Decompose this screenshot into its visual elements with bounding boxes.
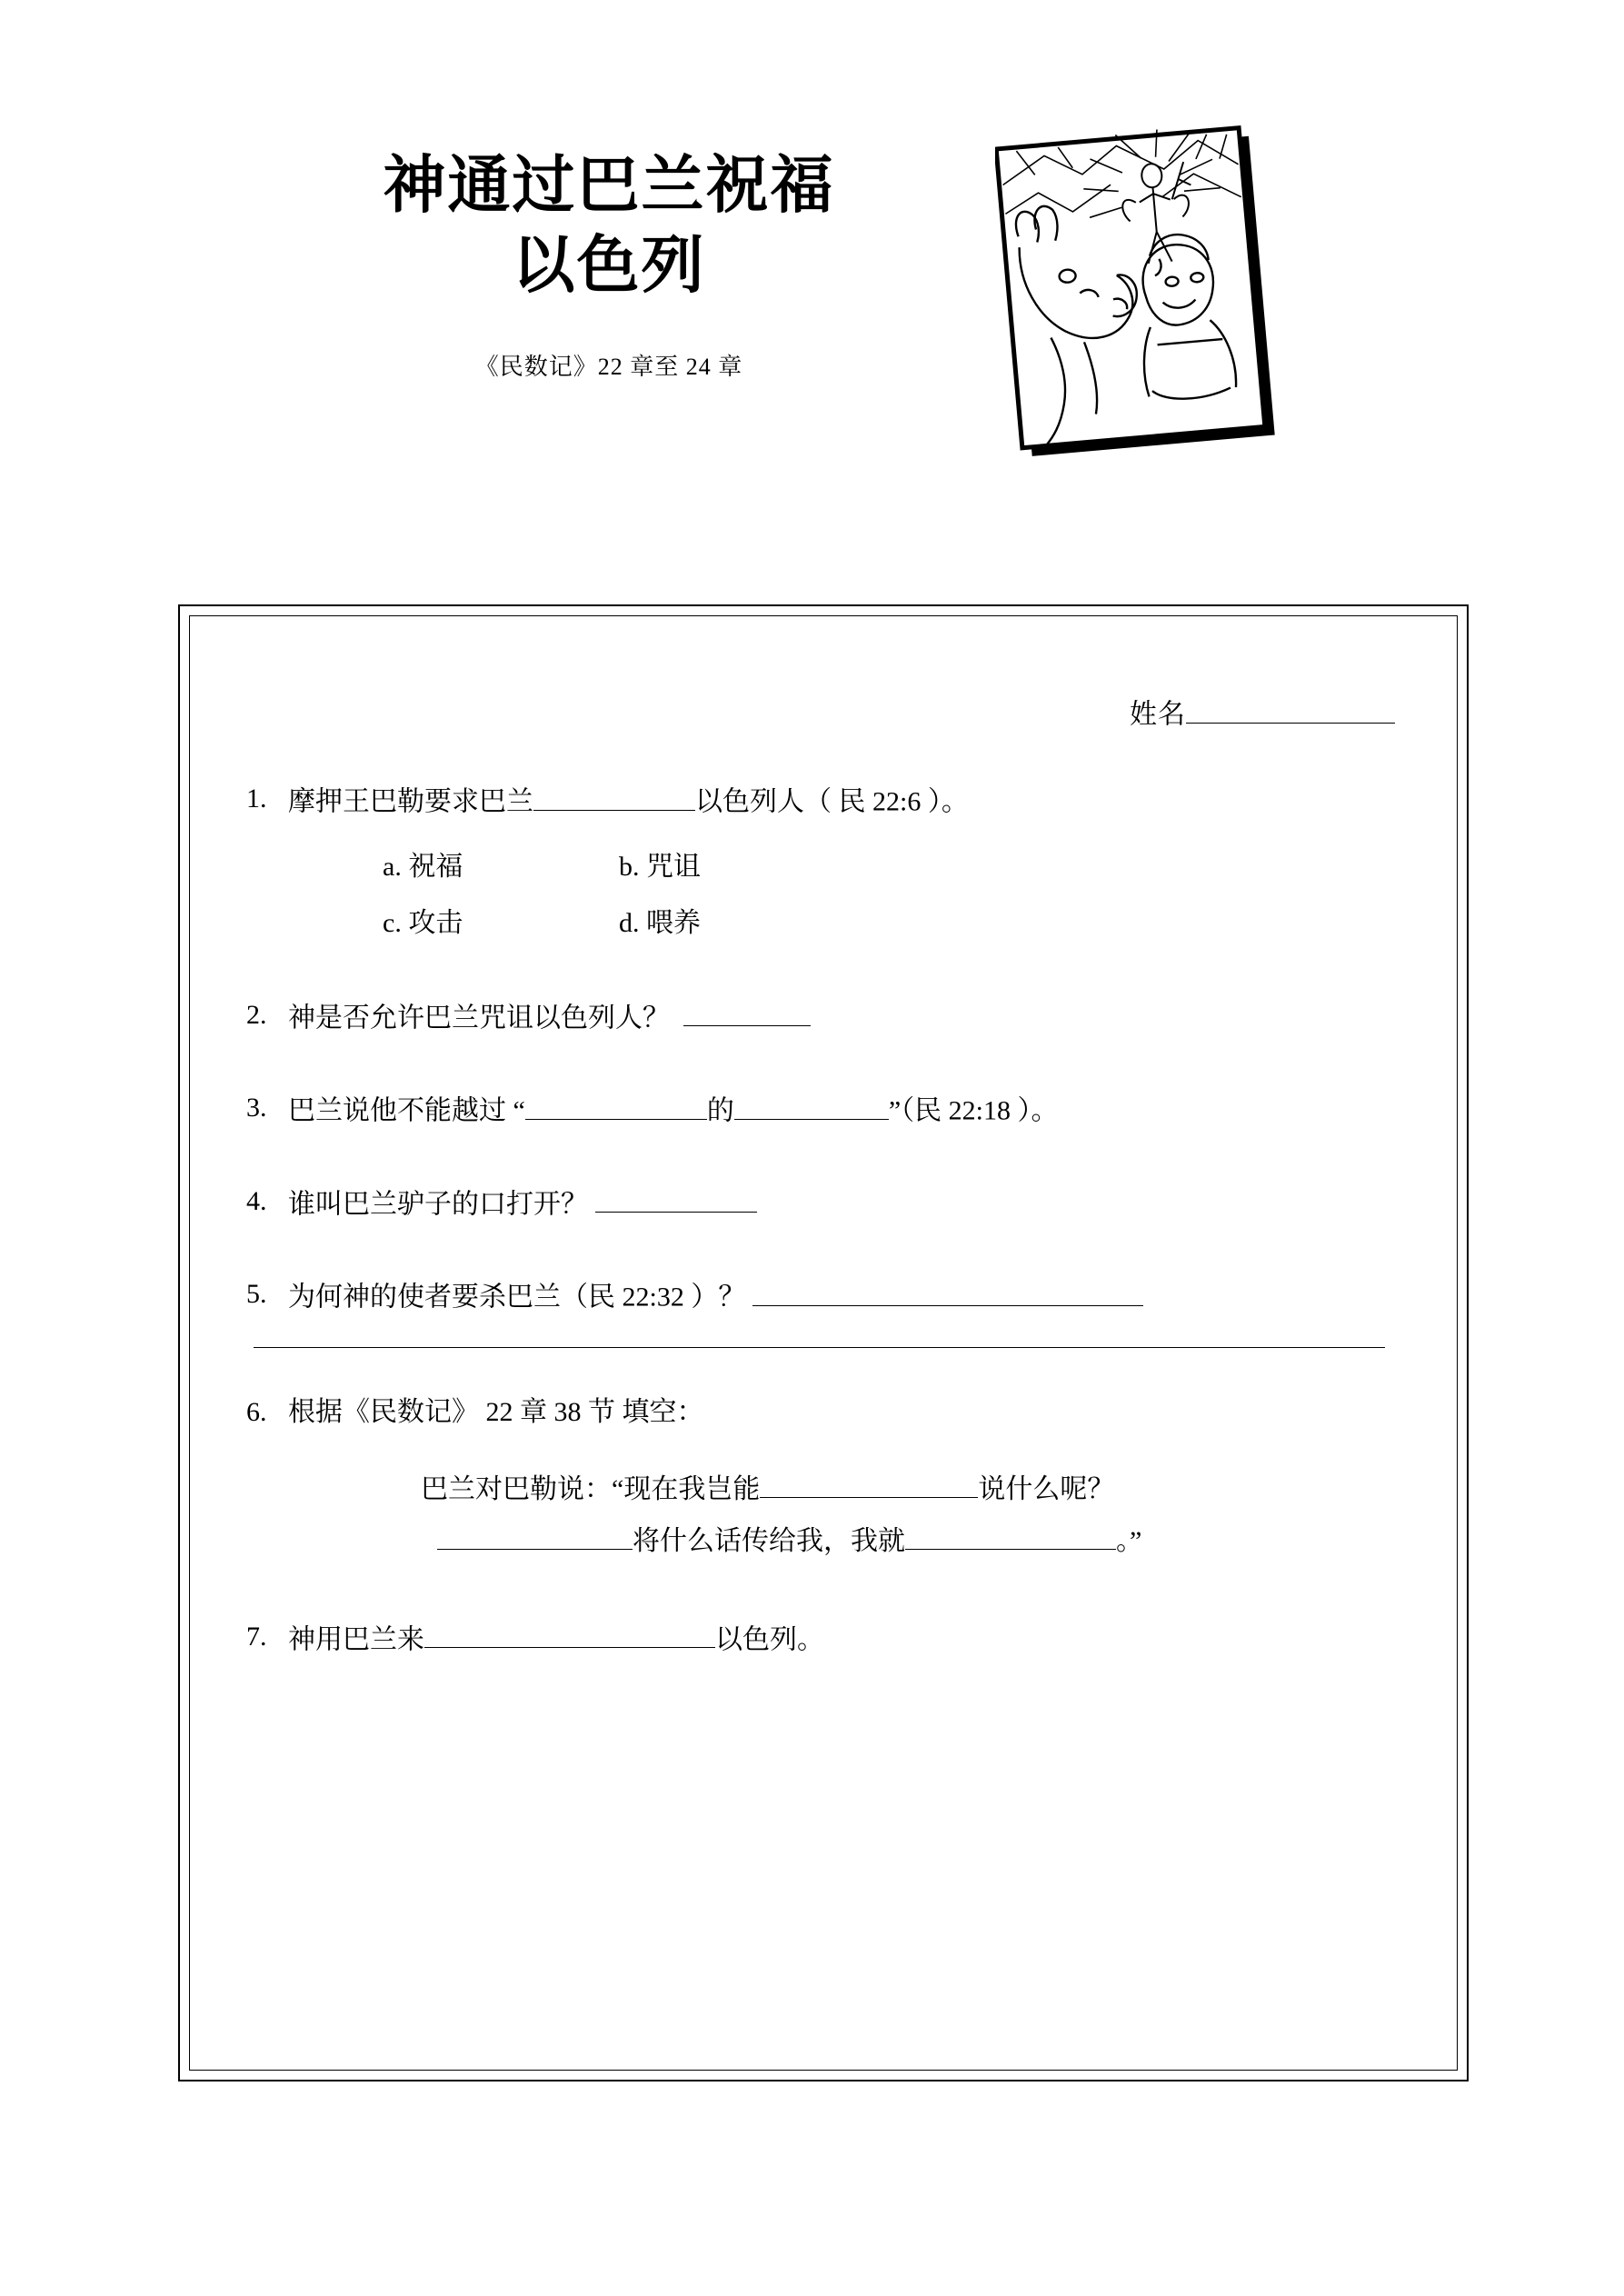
question-6-fill-line-1 (421, 1463, 1400, 1515)
choice-d-key: d. (619, 908, 640, 938)
name-field-row (246, 691, 1400, 736)
question-5-blank-2[interactable] (254, 1345, 1385, 1348)
question-3-number: 3. (246, 1093, 267, 1123)
question-1-text-before: 摩押王巴勒要求巴兰 (288, 786, 533, 817)
question-7-text (288, 1616, 1400, 1661)
title-block (236, 145, 981, 382)
question-5-number: 5. (246, 1279, 267, 1309)
question-4 (246, 1181, 1400, 1225)
question-6 (246, 1392, 1400, 1433)
question-6-line2-text-a: 将什么话传给我，我就 (633, 1525, 905, 1556)
question-6-blank-1[interactable] (760, 1465, 978, 1498)
question-6-line2-text-b: 。” (1116, 1525, 1142, 1556)
question-6-blank-3[interactable] (905, 1517, 1116, 1550)
choice-row-1 (383, 846, 1400, 889)
choice-c-label: 攻击 (408, 908, 463, 938)
question-7 (246, 1616, 1400, 1661)
page-title-line-2: 以色列 (512, 228, 706, 303)
question-2-blank[interactable] (683, 994, 811, 1027)
choice-d[interactable] (619, 903, 855, 945)
balaam-and-donkey-illustration (995, 118, 1304, 545)
question-4-text-before: 谁叫巴兰驴子的口打开？ (288, 1189, 588, 1219)
worksheet-box (178, 604, 1469, 2081)
question-5-text-before: 为何神的使者要杀巴兰（民 22:32 ）？ (288, 1282, 746, 1313)
question-1 (246, 778, 1400, 823)
question-5-text (288, 1273, 1400, 1318)
question-6-fill-block (421, 1463, 1400, 1567)
choice-row-2 (383, 903, 1400, 945)
question-6-prompt: 根据《民数记》 22 章 38 节 填空： (288, 1396, 704, 1427)
question-7-text-after: 以色列。 (715, 1624, 824, 1654)
scripture-reference: 《民数记》22 章至 24 章 (474, 353, 743, 380)
question-2-text-before: 神是否允许巴兰咒诅以色列人？ (288, 1003, 670, 1033)
question-4-text (288, 1181, 1400, 1225)
question-1-text (288, 778, 1400, 823)
question-1-text-after: 以色列人（ 民 22:6 ）。 (695, 786, 969, 817)
question-3-text-mid: 的 (706, 1095, 734, 1126)
question-3-text-after: ”（民 22:18 ）。 (888, 1095, 1059, 1126)
choice-c[interactable] (383, 903, 619, 945)
question-5 (246, 1273, 1400, 1318)
name-input-blank[interactable] (1186, 691, 1395, 724)
question-1-number: 1. (246, 784, 267, 814)
question-3-blank-2[interactable] (734, 1087, 889, 1120)
choice-b-label: 咒诅 (646, 851, 701, 882)
question-7-text-before: 神用巴兰来 (288, 1624, 424, 1654)
choice-a-label: 祝福 (408, 851, 463, 882)
question-5-blank-1[interactable] (752, 1273, 1143, 1306)
worksheet-content (190, 616, 1457, 2070)
question-6-line1-text-b: 说什么呢？ (978, 1473, 1115, 1504)
question-1-blank[interactable] (533, 778, 695, 811)
question-2 (246, 994, 1400, 1039)
choice-d-label: 喂养 (646, 908, 701, 938)
page-title-line-1: 神通过巴兰祝福 (383, 148, 835, 222)
question-3-blank-1[interactable] (525, 1087, 707, 1120)
question-6-blank-2[interactable] (437, 1517, 633, 1550)
choice-b-key: b. (619, 851, 640, 882)
question-7-blank[interactable] (424, 1616, 715, 1649)
question-7-number: 7. (246, 1621, 267, 1652)
worksheet-box-inner-border (189, 615, 1458, 2071)
question-6-line1-text-a: 巴兰对巴勒说：“现在我岂能 (421, 1473, 761, 1504)
question-2-number: 2. (246, 999, 267, 1030)
question-1-choices (383, 846, 1400, 945)
choice-c-key: c. (383, 908, 402, 938)
choice-a[interactable] (383, 846, 619, 889)
question-3-text-before: 巴兰说他不能越过 “ (288, 1095, 525, 1126)
question-6-fill-line-2 (437, 1515, 1400, 1567)
question-3 (246, 1087, 1400, 1132)
question-4-number: 4. (246, 1185, 267, 1216)
document-header (0, 109, 1624, 582)
question-3-text (288, 1087, 1400, 1132)
choice-b[interactable] (619, 846, 855, 889)
question-6-number: 6. (246, 1396, 267, 1427)
choice-a-key: a. (383, 851, 402, 882)
question-2-text (288, 994, 1400, 1039)
name-label: 姓名 (1130, 699, 1186, 730)
question-4-blank[interactable] (595, 1181, 757, 1213)
question-6-text (288, 1392, 1400, 1433)
